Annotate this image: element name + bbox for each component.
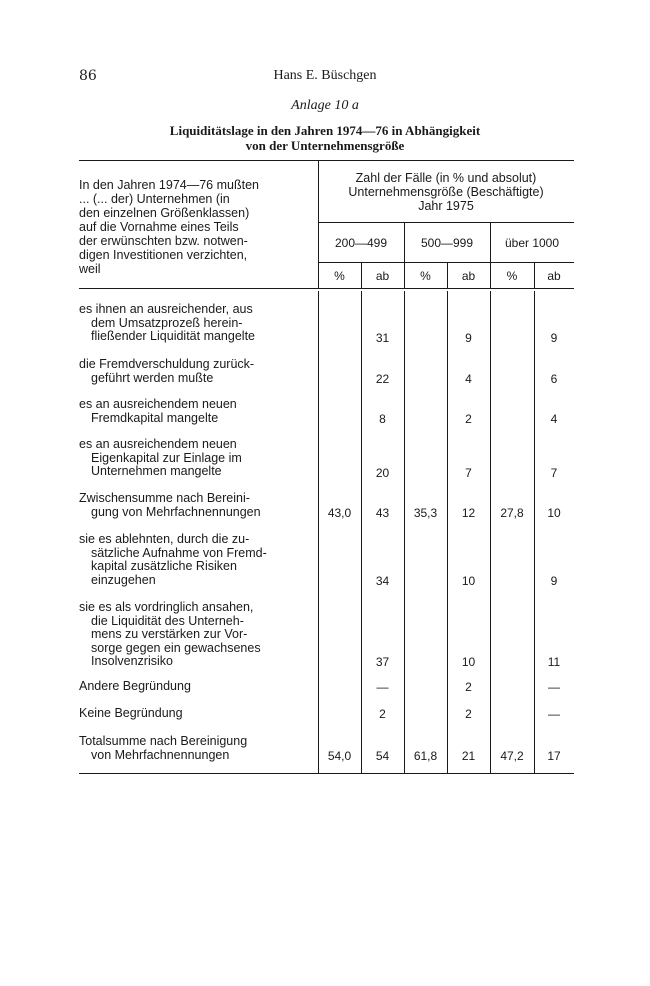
body-stub-divider: [318, 291, 319, 773]
group-header-line-2: Unternehmensgröße (Beschäftigte): [348, 185, 544, 199]
body-divider-2: [404, 291, 405, 773]
row-label-first-line: Keine Begründung: [79, 706, 183, 720]
table-cell: 10: [461, 574, 476, 588]
row-label-first-line: sie es als vordringlich ansahen,: [79, 600, 254, 614]
row-label-first-line: Zwischensumme nach Bereini-: [79, 491, 250, 505]
table-cell: 61,8: [413, 749, 438, 763]
row-label-first-line: es an ausreichendem neuen: [79, 437, 237, 451]
row-label: [79, 358, 309, 385]
group-header-line-1: Zahl der Fälle (in % und absolut): [355, 171, 537, 185]
table-cell: 2: [465, 707, 472, 721]
row-label-first-line: die Fremdverschuldung zurück-: [79, 357, 255, 371]
group-header: [318, 171, 574, 213]
body-divider-1: [361, 291, 362, 773]
group-header-line-3: Jahr 1975: [418, 199, 474, 213]
page-number: 86: [79, 68, 97, 84]
sub-header-absolute: ab: [375, 269, 390, 283]
row-label-continuation: von Mehrfachnennungen: [91, 747, 230, 762]
sub-header-absolute: ab: [461, 269, 476, 283]
row-label: [79, 533, 309, 587]
table-cell: 4: [550, 412, 558, 426]
table-cell: 43: [375, 506, 390, 520]
sub-header-percent: %: [334, 269, 345, 283]
table-cell: 54,0: [327, 749, 352, 763]
table-cell: 47,2: [500, 749, 524, 763]
row-label-first-line: es an ausreichendem neuen: [79, 397, 237, 411]
table-cell: 17: [547, 749, 561, 763]
header-bottom-rule: [79, 288, 574, 289]
table-title-line-2: von der Unternehmensgröße: [245, 138, 405, 153]
row-label: [79, 398, 309, 425]
sub-header-percent: %: [506, 269, 518, 283]
table-cell: —: [548, 680, 560, 694]
table-cell: 20: [375, 466, 390, 480]
table-title-line-1: Liquiditätslage in den Jahren 1974—76 in Abhängigkeit: [169, 123, 481, 138]
table-cell: —: [376, 680, 389, 694]
table-cell: 2: [379, 707, 386, 721]
table-cell: 31: [375, 331, 390, 345]
row-label-continuation: geführt werden mußte: [91, 370, 214, 385]
row-label-continuation: gung von Mehrfachnennungen: [91, 504, 261, 519]
table-cell: 8: [379, 412, 386, 426]
table-top-rule: [79, 160, 574, 161]
sub-header-absolute: ab: [547, 269, 561, 283]
table-cell: 6: [550, 372, 558, 386]
table-cell: 35,3: [413, 506, 438, 520]
row-label: [79, 707, 309, 721]
table-cell: —: [548, 707, 560, 721]
size-class-500-999: 500—999: [420, 236, 474, 250]
row-label: [79, 680, 309, 694]
table-cell: 11: [547, 655, 561, 669]
table-cell: 2: [465, 680, 472, 694]
table-cell: 9: [550, 331, 558, 345]
table-bottom-rule: [79, 773, 574, 774]
running-head: Hans E. Büschgen: [273, 68, 377, 83]
table-title: [0, 123, 650, 153]
group-header-rule: [318, 222, 574, 223]
row-label: [79, 438, 309, 479]
sub-header-percent: %: [420, 269, 431, 283]
row-label-first-line: Andere Begründung: [79, 679, 191, 693]
row-label-continuation: die Liquidität des Unterneh- mens zu verstärken zur Vor- sorge gegen ein gewachsenes Insolvenzrisiko: [91, 613, 261, 668]
row-label-continuation: Fremdkapital mangelte: [91, 410, 219, 425]
table-cell: 9: [465, 331, 472, 345]
table-cell: 4: [465, 372, 472, 386]
size-class-200-499: 200—499: [334, 236, 388, 250]
size-class-over-1000: über 1000: [504, 236, 560, 250]
table-cell: 7: [465, 466, 472, 480]
row-label: [79, 303, 309, 344]
appendix-label: Anlage 10 a: [291, 98, 359, 113]
table-cell: 34: [375, 574, 390, 588]
row-label-first-line: Totalsumme nach Bereinigung: [79, 734, 248, 748]
row-label-first-line: es ihnen an ausreichender, aus: [79, 302, 253, 316]
table-cell: 54: [375, 749, 390, 763]
table-cell: 43,0: [327, 506, 352, 520]
table-cell: 9: [550, 574, 558, 588]
row-label-first-line: sie es ablehnten, durch die zu-: [79, 532, 250, 546]
table-cell: 22: [375, 372, 390, 386]
stub-header: In den Jahren 1974—76 mußten ... (... der) Unternehmen (in den einzelnen Größenklassen) auf die Vornahme eines Teils der erwünschten bzw. notwen- digen Investitionen verzichten, weil: [79, 178, 259, 276]
size-class-rule: [318, 262, 574, 263]
table-cell: 7: [550, 466, 558, 480]
body-divider-3: [447, 291, 448, 773]
row-label-continuation: sätzliche Aufnahme von Fremd- kapital zusätzliche Risiken einzugehen: [91, 545, 267, 587]
row-label-continuation: dem Umsatzprozeß herein- fließender Liquidität mangelte: [91, 315, 255, 343]
table-cell: 10: [461, 655, 476, 669]
body-divider-5: [534, 291, 535, 773]
table-cell: 37: [375, 655, 390, 669]
table-cell: 10: [547, 506, 561, 520]
table-cell: 21: [461, 749, 476, 763]
table-cell: 2: [465, 412, 472, 426]
row-label: [79, 601, 309, 669]
table-cell: 27,8: [500, 506, 524, 520]
table-cell: 12: [461, 506, 476, 520]
body-divider-4: [490, 291, 491, 773]
row-label: [79, 492, 309, 519]
row-label: [79, 735, 309, 762]
row-label-continuation: Eigenkapital zur Einlage im Unternehmen mangelte: [91, 450, 242, 478]
